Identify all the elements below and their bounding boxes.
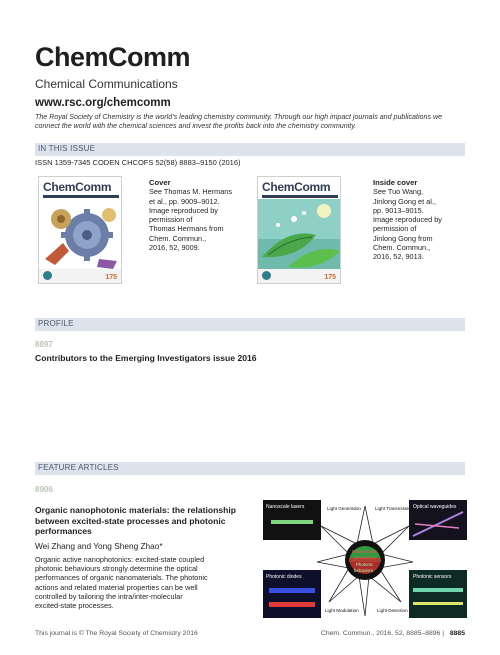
profile-label: PROFILE: [38, 319, 74, 328]
cover-art-gears: [39, 199, 122, 271]
profile-bar: [35, 318, 465, 331]
feature-page-number: 8906: [35, 485, 53, 494]
rsc-logo-icon: [43, 271, 52, 280]
feature-abstract: Organic active nanophotonics: excited-state coupled photonic behaviours strongly determine the optical performances of organic nanomaterials. The photonic actions and related material properties can be well controlled by tailoring the intra/inter-molecular excited-state processes.: [35, 555, 208, 611]
cover-image[interactable]: [38, 176, 122, 284]
inside-cover-credit: Inside cover See Tuo Wang, Jinlong Gong et al., pp. 9013–9015. Image reproduced by permission of Jinlong Gong from Chem. Commun., 2016, 52, 9013.: [373, 178, 463, 262]
footer-citation-text: Chem. Commun., 2016, 52, 8885–8896: [320, 630, 441, 637]
cover-art-leaves: [258, 199, 341, 271]
label-photonic-diodes: Photonic diodes: [266, 574, 302, 580]
cover-credit: Cover See Thomas M. Hermans et al., pp. 9009–9012. Image reproduced by permission of Thomas Hermans from Chem. Commun., 2016, 52, 9009.: [149, 178, 239, 252]
journal-blurb: The Royal Society of Chemistry is the world’s leading chemistry community. Through our high impact journals and publications we connect the world with the chemical sciences and invest the profits back into the chemistry community.: [35, 113, 443, 131]
cover-title: ChemComm: [262, 180, 331, 194]
label-photonic-sensors: Photonic sensors: [413, 574, 452, 580]
label-light-modulation: Light Modulation: [325, 608, 359, 613]
label-light-transmission: Light Transmission: [375, 506, 414, 511]
label-nanoscale-lasers: Nanoscale lasers: [266, 504, 305, 510]
profile-page-number: 8897: [35, 340, 53, 349]
graphical-abstract: [263, 498, 467, 620]
inside-cover-heading: Inside cover: [373, 178, 418, 187]
cover-title: ChemComm: [43, 180, 112, 194]
feature-articles-label: FEATURE ARTICLES: [38, 463, 119, 472]
footer-citation: Chem. Commun., 2016, 52, 8885–8896 | 8885: [320, 630, 465, 637]
feature-article-title[interactable]: Organic nanophotonic materials: the relationship between excited-state processes and photonic performances: [35, 505, 237, 537]
profile-article-title[interactable]: Contributors to the Emerging Investigators issue 2016: [35, 353, 257, 363]
label-photonic: Photonic: [356, 562, 374, 567]
footer-page-number: 8885: [449, 630, 465, 637]
in-this-issue-bar: [35, 143, 465, 156]
cover-number: 175: [105, 274, 117, 281]
label-light-detection: Light Detection: [377, 608, 408, 613]
inside-cover-image[interactable]: [257, 176, 341, 284]
footer-copyright: This journal is © The Royal Society of Chemistry 2016: [35, 630, 198, 637]
label-light-generation: Light Generation: [327, 506, 361, 511]
label-optical-waveguides: Optical waveguides: [413, 504, 457, 510]
feature-articles-bar: [35, 462, 465, 475]
cover-number: 175: [324, 274, 336, 281]
journal-url-link[interactable]: www.rsc.org/chemcomm: [35, 97, 171, 109]
issn-line: ISSN 1359-7345 CODEN CHCOFS 52(58) 8883–9150 (2016): [35, 158, 241, 167]
journal-name: ChemComm: [35, 42, 191, 72]
label-behaviors: behaviors: [354, 568, 374, 573]
journal-full-name: Chemical Communications: [35, 77, 178, 91]
cover-heading: Cover: [149, 178, 171, 187]
in-this-issue-label: IN THIS ISSUE: [38, 144, 96, 153]
label-excited-state: Excited-state: [352, 549, 378, 554]
feature-authors: Wei Zhang and Yong Sheng Zhao*: [35, 541, 163, 551]
label-processes: processes: [355, 555, 376, 560]
rsc-logo-icon: [262, 271, 271, 280]
